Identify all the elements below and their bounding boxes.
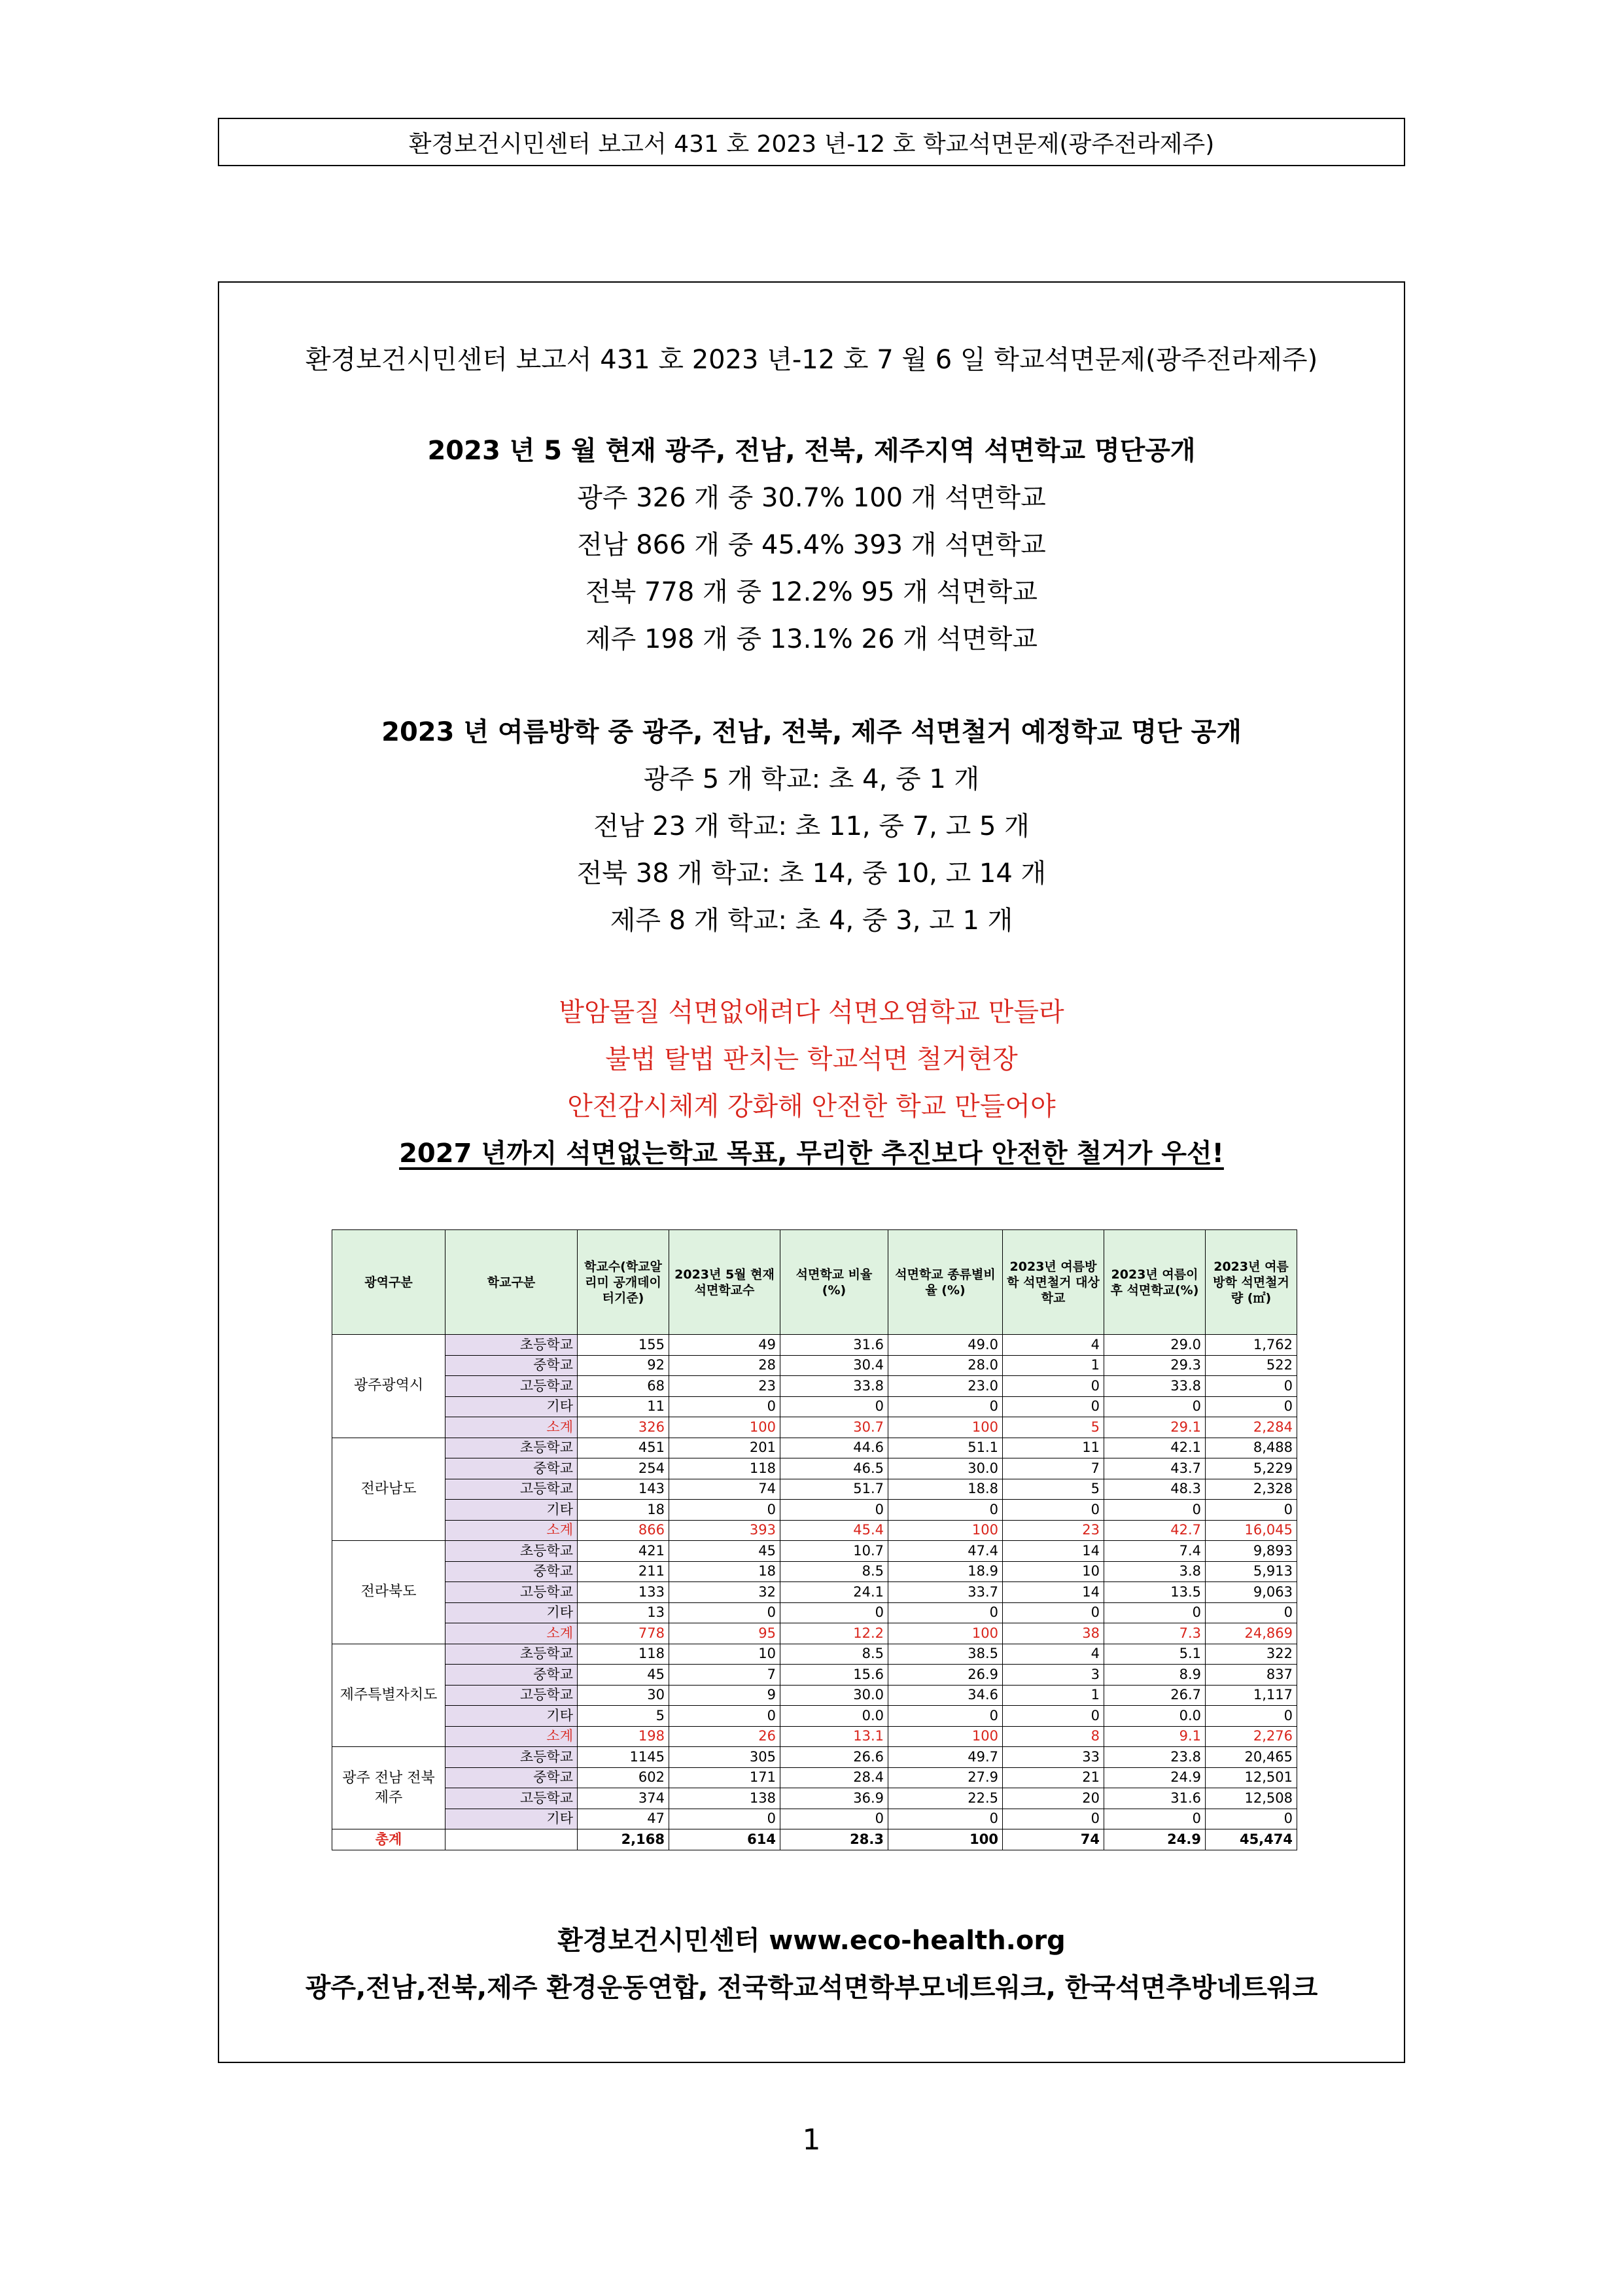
value-cell: 45	[669, 1541, 780, 1562]
value-cell: 26.9	[888, 1665, 1003, 1686]
value-cell: 33.8	[1104, 1376, 1206, 1397]
table-row	[332, 1582, 1297, 1603]
value-cell: 0	[888, 1602, 1003, 1623]
col-header-asbestos-ratio: 석면학교 비율(%)	[780, 1230, 888, 1335]
value-cell: 100	[888, 1726, 1003, 1747]
table-row	[332, 1623, 1297, 1644]
value-cell: 3.8	[1104, 1561, 1206, 1582]
header-text: 환경보건시민센터 보고서 431 호 2023 년-12 호 학교석면문제(광주전라제주)	[408, 130, 1215, 158]
value-cell: 46.5	[780, 1458, 888, 1479]
main-content-box	[218, 281, 1405, 2063]
school-type-cell: 기타	[445, 1396, 578, 1417]
value-cell: 14	[1003, 1541, 1104, 1562]
school-type-cell: 소계	[445, 1520, 578, 1541]
table-row	[332, 1541, 1297, 1562]
value-cell: 23.0	[888, 1376, 1003, 1397]
value-cell: 49.0	[888, 1335, 1003, 1356]
value-cell: 24,869	[1206, 1623, 1297, 1644]
value-cell: 0	[1206, 1500, 1297, 1521]
total-value-cell: 2,168	[578, 1829, 669, 1850]
value-cell: 118	[669, 1458, 780, 1479]
value-cell: 5	[1003, 1417, 1104, 1438]
col-header-region: 광역구분	[332, 1230, 445, 1335]
value-cell: 7	[1003, 1458, 1104, 1479]
footer-org: 환경보건시민센터 www.eco-health.org	[557, 1926, 1066, 1956]
school-type-cell: 초등학교	[445, 1438, 578, 1458]
value-cell: 0	[1003, 1809, 1104, 1829]
value-cell: 602	[578, 1767, 669, 1788]
value-cell: 42.7	[1104, 1520, 1206, 1541]
value-cell: 42.1	[1104, 1438, 1206, 1458]
value-cell: 0	[669, 1602, 780, 1623]
footer-partners: 광주,전남,전북,제주 환경운동연합, 전국학교석면학부모네트워크, 한국석면추방네트워크	[305, 1973, 1318, 2003]
table-row	[332, 1335, 1297, 1356]
value-cell: 866	[578, 1520, 669, 1541]
value-cell: 0	[1104, 1396, 1206, 1417]
value-cell: 31.6	[780, 1335, 888, 1356]
value-cell: 0	[780, 1500, 888, 1521]
value-cell: 0.0	[1104, 1706, 1206, 1727]
section1-heading: 2023 년 5 월 현재 광주, 전남, 전북, 제주지역 석면학교 명단공개	[427, 436, 1196, 466]
value-cell: 32	[669, 1582, 780, 1603]
value-cell: 0	[888, 1500, 1003, 1521]
value-cell: 837	[1206, 1665, 1297, 1686]
total-value-cell: 24.9	[1104, 1829, 1206, 1850]
value-cell: 26.6	[780, 1747, 888, 1768]
value-cell: 1	[1003, 1355, 1104, 1376]
value-cell: 15.6	[780, 1665, 888, 1686]
table-row	[332, 1747, 1297, 1768]
value-cell: 18	[669, 1561, 780, 1582]
value-cell: 155	[578, 1335, 669, 1356]
value-cell: 11	[578, 1396, 669, 1417]
school-type-cell: 소계	[445, 1417, 578, 1438]
region-cell: 제주특별자치도	[332, 1644, 445, 1747]
value-cell: 0	[1003, 1376, 1104, 1397]
table-row	[332, 1767, 1297, 1788]
school-type-cell: 중학교	[445, 1458, 578, 1479]
table-row	[332, 1417, 1297, 1438]
value-cell: 8.5	[780, 1561, 888, 1582]
value-cell: 171	[669, 1767, 780, 1788]
value-cell: 0	[1003, 1500, 1104, 1521]
value-cell: 36.9	[780, 1788, 888, 1809]
value-cell: 31.6	[1104, 1788, 1206, 1809]
value-cell: 18	[578, 1500, 669, 1521]
value-cell: 0	[1104, 1809, 1206, 1829]
value-cell: 1,762	[1206, 1335, 1297, 1356]
value-cell: 26.7	[1104, 1685, 1206, 1706]
value-cell: 0	[669, 1809, 780, 1829]
report-header	[218, 118, 1405, 166]
value-cell: 21	[1003, 1767, 1104, 1788]
value-cell: 0	[1003, 1602, 1104, 1623]
value-cell: 30.0	[888, 1458, 1003, 1479]
value-cell: 29.3	[1104, 1355, 1206, 1376]
value-cell: 393	[669, 1520, 780, 1541]
value-cell: 1145	[578, 1747, 669, 1768]
value-cell: 22.5	[888, 1788, 1003, 1809]
region-cell: 광주 전남 전북 제주	[332, 1747, 445, 1829]
value-cell: 0	[1206, 1396, 1297, 1417]
value-cell: 201	[669, 1438, 780, 1458]
school-type-cell: 중학교	[445, 1355, 578, 1376]
table-row	[332, 1561, 1297, 1582]
value-cell: 49	[669, 1335, 780, 1356]
value-cell: 374	[578, 1788, 669, 1809]
value-cell: 322	[1206, 1644, 1297, 1665]
school-type-cell: 고등학교	[445, 1685, 578, 1706]
value-cell: 24.1	[780, 1582, 888, 1603]
value-cell: 26	[669, 1726, 780, 1747]
section1-line-3: 전북 778 개 중 12.2% 95 개 석면학교	[585, 577, 1038, 607]
table-row	[332, 1479, 1297, 1500]
value-cell: 9	[669, 1685, 780, 1706]
region-cell: 광주광역시	[332, 1335, 445, 1438]
value-cell: 7	[669, 1665, 780, 1686]
value-cell: 18.8	[888, 1479, 1003, 1500]
value-cell: 12.2	[780, 1623, 888, 1644]
value-cell: 0	[780, 1396, 888, 1417]
section1-line-1: 광주 326 개 중 30.7% 100 개 석면학교	[577, 483, 1046, 513]
school-type-cell: 기타	[445, 1500, 578, 1521]
value-cell: 0	[1104, 1500, 1206, 1521]
value-cell: 23.8	[1104, 1747, 1206, 1768]
value-cell: 451	[578, 1438, 669, 1458]
value-cell: 2,276	[1206, 1726, 1297, 1747]
value-cell: 43.7	[1104, 1458, 1206, 1479]
table-row	[332, 1665, 1297, 1686]
value-cell: 305	[669, 1747, 780, 1768]
value-cell: 45	[578, 1665, 669, 1686]
school-type-cell: 기타	[445, 1706, 578, 1727]
region-cell: 전라북도	[332, 1541, 445, 1644]
value-cell: 211	[578, 1561, 669, 1582]
table-row	[332, 1685, 1297, 1706]
asbestos-school-table	[332, 1229, 1297, 1850]
value-cell: 68	[578, 1376, 669, 1397]
total-label: 총계	[332, 1829, 445, 1850]
total-row	[332, 1829, 1297, 1850]
school-type-cell: 초등학교	[445, 1747, 578, 1768]
value-cell: 0	[1206, 1376, 1297, 1397]
school-type-cell: 고등학교	[445, 1788, 578, 1809]
value-cell: 9.1	[1104, 1726, 1206, 1747]
value-cell: 0	[1104, 1602, 1206, 1623]
value-cell: 5	[578, 1706, 669, 1727]
value-cell: 48.3	[1104, 1479, 1206, 1500]
value-cell: 47	[578, 1809, 669, 1829]
report-title: 환경보건시민센터 보고서 431 호 2023 년-12 호 7 월 6 일 학교석면문제(광주전라제주)	[305, 345, 1318, 375]
value-cell: 27.9	[888, 1767, 1003, 1788]
table-row	[332, 1376, 1297, 1397]
value-cell: 133	[578, 1582, 669, 1603]
section2-line-2: 전남 23 개 학교: 초 11, 중 7, 고 5 개	[593, 811, 1030, 841]
value-cell: 34.6	[888, 1685, 1003, 1706]
col-header-school-type: 학교구분	[445, 1230, 578, 1335]
value-cell: 29.0	[1104, 1335, 1206, 1356]
value-cell: 38	[1003, 1623, 1104, 1644]
total-blank-cell	[445, 1829, 578, 1850]
table-row	[332, 1355, 1297, 1376]
value-cell: 28.4	[780, 1767, 888, 1788]
table-row	[332, 1458, 1297, 1479]
school-type-cell: 초등학교	[445, 1541, 578, 1562]
value-cell: 0	[1206, 1602, 1297, 1623]
value-cell: 118	[578, 1644, 669, 1665]
value-cell: 33.8	[780, 1376, 888, 1397]
value-cell: 0	[669, 1396, 780, 1417]
value-cell: 0	[780, 1602, 888, 1623]
value-cell: 92	[578, 1355, 669, 1376]
value-cell: 0	[1003, 1396, 1104, 1417]
value-cell: 0	[888, 1706, 1003, 1727]
total-value-cell: 100	[888, 1829, 1003, 1850]
value-cell: 38.5	[888, 1644, 1003, 1665]
value-cell: 24.9	[1104, 1767, 1206, 1788]
value-cell: 100	[888, 1520, 1003, 1541]
value-cell: 7.4	[1104, 1541, 1206, 1562]
goal-statement: 2027 년까지 석면없는학교 목표, 무리한 추진보다 안전한 철거가 우선!	[399, 1139, 1224, 1169]
value-cell: 143	[578, 1479, 669, 1500]
total-value-cell: 614	[669, 1829, 780, 1850]
value-cell: 13.5	[1104, 1582, 1206, 1603]
table-row	[332, 1644, 1297, 1665]
school-type-cell: 기타	[445, 1602, 578, 1623]
value-cell: 28	[669, 1355, 780, 1376]
value-cell: 29.1	[1104, 1417, 1206, 1438]
table-row	[332, 1500, 1297, 1521]
value-cell: 13	[578, 1602, 669, 1623]
value-cell: 0	[669, 1500, 780, 1521]
value-cell: 522	[1206, 1355, 1297, 1376]
school-type-cell: 소계	[445, 1623, 578, 1644]
value-cell: 0	[888, 1396, 1003, 1417]
value-cell: 4	[1003, 1335, 1104, 1356]
value-cell: 4	[1003, 1644, 1104, 1665]
section2-line-3: 전북 38 개 학교: 초 14, 중 10, 고 14 개	[576, 858, 1047, 889]
value-cell: 2,284	[1206, 1417, 1297, 1438]
section1-line-2: 전남 866 개 중 45.4% 393 개 석면학교	[577, 530, 1046, 560]
region-cell: 전라남도	[332, 1438, 445, 1541]
value-cell: 33.7	[888, 1582, 1003, 1603]
value-cell: 30.7	[780, 1417, 888, 1438]
table-header-row	[332, 1230, 1297, 1335]
value-cell: 30	[578, 1685, 669, 1706]
value-cell: 8,488	[1206, 1438, 1297, 1458]
col-header-type-ratio: 석면학교 종류별비율 (%)	[888, 1230, 1003, 1335]
red-line-1: 발암물질 석면없애려다 석면오염학교 만들라	[559, 997, 1064, 1027]
value-cell: 138	[669, 1788, 780, 1809]
value-cell: 198	[578, 1726, 669, 1747]
value-cell: 49.7	[888, 1747, 1003, 1768]
value-cell: 0	[1206, 1809, 1297, 1829]
value-cell: 5,913	[1206, 1561, 1297, 1582]
col-header-asbestos-count: 2023년 5월 현재 석면학교수	[669, 1230, 780, 1335]
value-cell: 2,328	[1206, 1479, 1297, 1500]
table-row	[332, 1396, 1297, 1417]
value-cell: 33	[1003, 1747, 1104, 1768]
value-cell: 10.7	[780, 1541, 888, 1562]
school-type-cell: 고등학교	[445, 1479, 578, 1500]
value-cell: 5.1	[1104, 1644, 1206, 1665]
value-cell: 0	[669, 1706, 780, 1727]
table-body	[332, 1335, 1297, 1850]
value-cell: 30.4	[780, 1355, 888, 1376]
school-type-cell: 고등학교	[445, 1582, 578, 1603]
value-cell: 5	[1003, 1479, 1104, 1500]
value-cell: 18.9	[888, 1561, 1003, 1582]
value-cell: 100	[888, 1417, 1003, 1438]
table-row	[332, 1706, 1297, 1727]
section2-heading: 2023 년 여름방학 중 광주, 전남, 전북, 제주 석면철거 예정학교 명단 공개	[381, 717, 1242, 747]
value-cell: 14	[1003, 1582, 1104, 1603]
value-cell: 8.9	[1104, 1665, 1206, 1686]
value-cell: 12,501	[1206, 1767, 1297, 1788]
value-cell: 9,893	[1206, 1541, 1297, 1562]
school-type-cell: 초등학교	[445, 1644, 578, 1665]
value-cell: 7.3	[1104, 1623, 1206, 1644]
value-cell: 12,508	[1206, 1788, 1297, 1809]
red-line-3: 안전감시체계 강화해 안전한 학교 만들어야	[567, 1091, 1056, 1122]
table-row	[332, 1788, 1297, 1809]
school-type-cell: 중학교	[445, 1767, 578, 1788]
value-cell: 0.0	[780, 1706, 888, 1727]
total-value-cell: 45,474	[1206, 1829, 1297, 1850]
table-row	[332, 1520, 1297, 1541]
value-cell: 8	[1003, 1726, 1104, 1747]
value-cell: 100	[669, 1417, 780, 1438]
section2-line-1: 광주 5 개 학교: 초 4, 중 1 개	[643, 764, 980, 794]
value-cell: 0	[1206, 1706, 1297, 1727]
value-cell: 23	[1003, 1520, 1104, 1541]
table-row	[332, 1602, 1297, 1623]
page-number: 1	[802, 2123, 821, 2157]
section2-line-4: 제주 8 개 학교: 초 4, 중 3, 고 1 개	[610, 906, 1013, 936]
school-type-cell: 고등학교	[445, 1376, 578, 1397]
red-line-2: 불법 탈법 판치는 학교석면 철거현장	[605, 1044, 1018, 1074]
value-cell: 421	[578, 1541, 669, 1562]
value-cell: 16,045	[1206, 1520, 1297, 1541]
value-cell: 20,465	[1206, 1747, 1297, 1768]
table-row	[332, 1438, 1297, 1458]
table-row	[332, 1809, 1297, 1829]
value-cell: 13.1	[780, 1726, 888, 1747]
value-cell: 778	[578, 1623, 669, 1644]
value-cell: 74	[669, 1479, 780, 1500]
value-cell: 0	[780, 1809, 888, 1829]
value-cell: 1,117	[1206, 1685, 1297, 1706]
value-cell: 5,229	[1206, 1458, 1297, 1479]
school-type-cell: 중학교	[445, 1665, 578, 1686]
value-cell: 30.0	[780, 1685, 888, 1706]
value-cell: 20	[1003, 1788, 1104, 1809]
value-cell: 44.6	[780, 1438, 888, 1458]
value-cell: 11	[1003, 1438, 1104, 1458]
value-cell: 8.5	[780, 1644, 888, 1665]
school-type-cell: 소계	[445, 1726, 578, 1747]
value-cell: 3	[1003, 1665, 1104, 1686]
value-cell: 9,063	[1206, 1582, 1297, 1603]
value-cell: 28.0	[888, 1355, 1003, 1376]
col-header-removal-target: 2023년 여름방학 석면철거 대상학교	[1003, 1230, 1104, 1335]
table-row	[332, 1726, 1297, 1747]
value-cell: 51.7	[780, 1479, 888, 1500]
school-type-cell: 초등학교	[445, 1335, 578, 1356]
col-header-school-count: 학교수(학교알리미 공개데이터기준)	[578, 1230, 669, 1335]
value-cell: 100	[888, 1623, 1003, 1644]
total-value-cell: 28.3	[780, 1829, 888, 1850]
value-cell: 95	[669, 1623, 780, 1644]
section1-line-4: 제주 198 개 중 13.1% 26 개 석면학교	[585, 624, 1038, 654]
value-cell: 23	[669, 1376, 780, 1397]
value-cell: 47.4	[888, 1541, 1003, 1562]
value-cell: 10	[1003, 1561, 1104, 1582]
value-cell: 0	[1003, 1706, 1104, 1727]
value-cell: 254	[578, 1458, 669, 1479]
value-cell: 326	[578, 1417, 669, 1438]
value-cell: 10	[669, 1644, 780, 1665]
school-type-cell: 기타	[445, 1809, 578, 1829]
col-header-after-summer: 2023년 여름이후 석면학교(%)	[1104, 1230, 1206, 1335]
value-cell: 0	[888, 1809, 1003, 1829]
col-header-removal-area: 2023년 여름방학 석면철거량 (㎡)	[1206, 1230, 1297, 1335]
value-cell: 1	[1003, 1685, 1104, 1706]
school-type-cell: 중학교	[445, 1561, 578, 1582]
total-value-cell: 74	[1003, 1829, 1104, 1850]
value-cell: 45.4	[780, 1520, 888, 1541]
value-cell: 51.1	[888, 1438, 1003, 1458]
